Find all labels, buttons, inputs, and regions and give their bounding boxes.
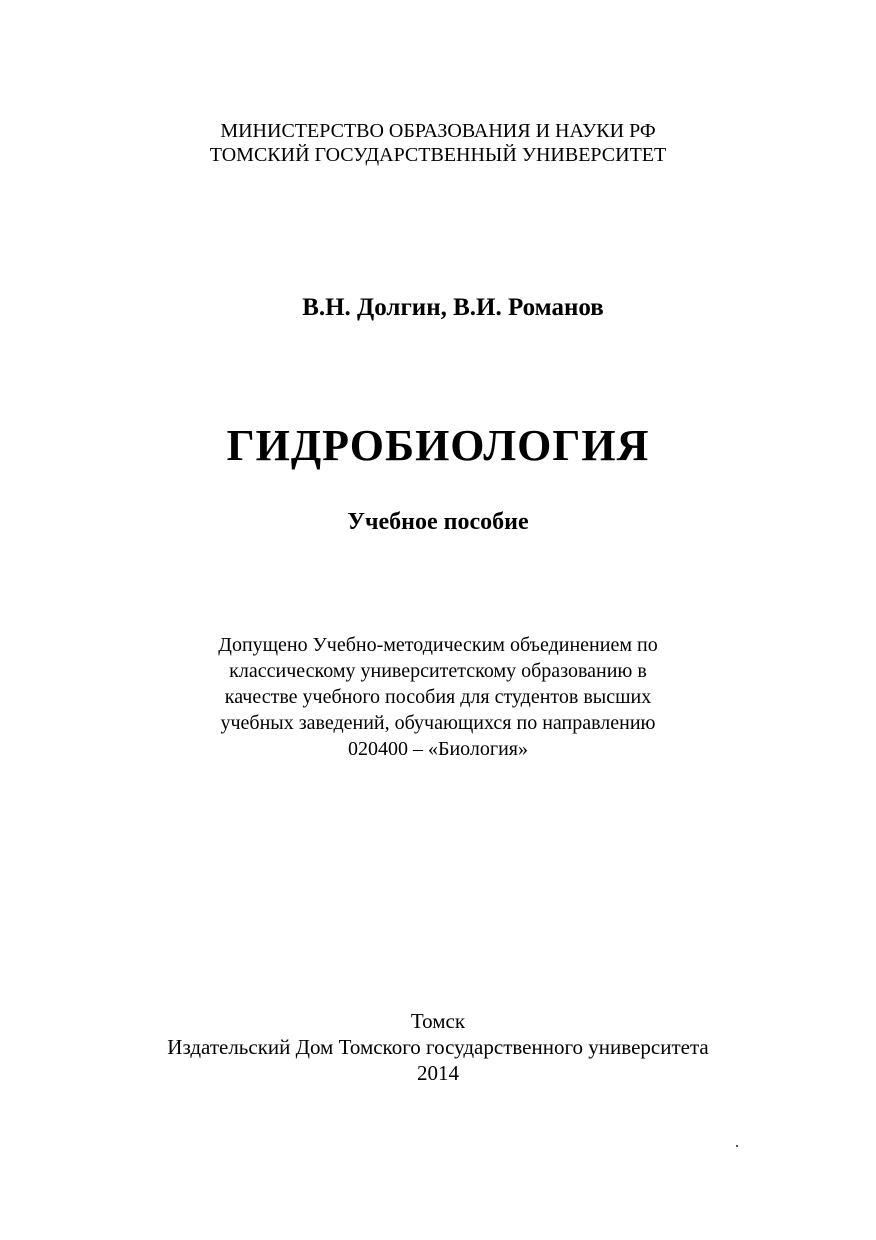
ministry-line: МИНИСТЕРСТВО ОБРАЗОВАНИЯ И НАУКИ РФ [220, 120, 656, 142]
imprint-city: Томск [410, 1009, 466, 1033]
approval-line: Допущено Учебно-методическим объединением по [218, 634, 658, 656]
approval-line: учебных заведений, обучающихся по направлению [220, 712, 656, 734]
approval-line: классическому университетскому образованию в [229, 660, 647, 682]
book-subtitle: Учебное пособие [347, 509, 529, 535]
approval-line: качестве учебного пособия для студентов высших [224, 686, 652, 708]
approval-line: 020400 – «Биология» [347, 738, 528, 760]
imprint-year: 2014 [417, 1061, 459, 1085]
imprint-publisher: Издательский Дом Томского государственного университета [167, 1035, 709, 1059]
book-title: ГИДРОБИОЛОГИЯ [226, 421, 650, 470]
authors: В.Н. Долгин, В.И. Романов [302, 294, 604, 321]
university-line: ТОМСКИЙ ГОСУДАРСТВЕННЫЙ УНИВЕРСИТЕТ [209, 144, 667, 166]
page-speck [736, 1145, 738, 1147]
